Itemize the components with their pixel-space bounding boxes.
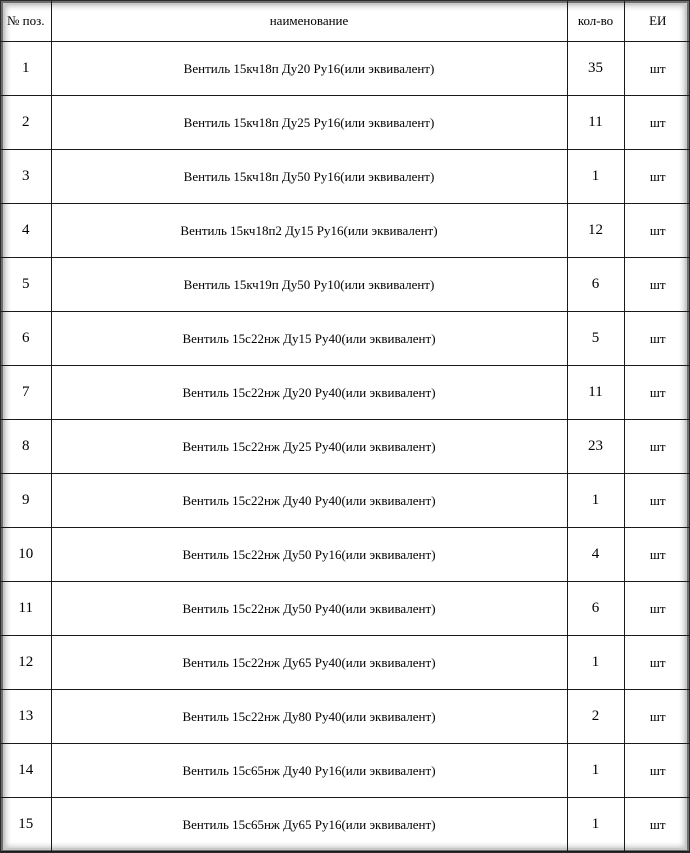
cell-position: 15 — [1, 798, 51, 852]
table-row — [1, 204, 690, 258]
cell-quantity: 6 — [567, 258, 624, 312]
cell-quantity: 1 — [567, 636, 624, 690]
cell-unit: шт — [624, 474, 690, 528]
cell-quantity: 1 — [567, 798, 624, 852]
cell-position: 9 — [1, 474, 51, 528]
cell-position: 4 — [1, 204, 51, 258]
cell-unit: шт — [624, 690, 690, 744]
cell-quantity: 1 — [567, 744, 624, 798]
table-row — [1, 150, 690, 204]
cell-position: 5 — [1, 258, 51, 312]
cell-position: 14 — [1, 744, 51, 798]
cell-unit: шт — [624, 798, 690, 852]
cell-name: Вентиль 15кч19п Ду50 Ру10(или эквивалент) — [51, 258, 567, 312]
specification-table — [1, 1, 690, 852]
cell-name: Вентиль 15с65нж Ду65 Ру16(или эквивалент) — [51, 798, 567, 852]
cell-quantity: 35 — [567, 42, 624, 96]
table-row — [1, 528, 690, 582]
cell-unit: шт — [624, 150, 690, 204]
cell-unit: шт — [624, 636, 690, 690]
cell-unit: шт — [624, 582, 690, 636]
table-row — [1, 798, 690, 852]
table-row — [1, 690, 690, 744]
table-row — [1, 366, 690, 420]
table-header-row — [1, 1, 690, 42]
table-row — [1, 474, 690, 528]
cell-position: 1 — [1, 42, 51, 96]
cell-name: Вентиль 15с22нж Ду25 Ру40(или эквивалент) — [51, 420, 567, 474]
cell-position: 11 — [1, 582, 51, 636]
cell-unit: шт — [624, 258, 690, 312]
cell-position: 13 — [1, 690, 51, 744]
header-quantity: кол-во — [567, 1, 624, 42]
cell-name: Вентиль 15с22нж Ду65 Ру40(или эквивалент) — [51, 636, 567, 690]
cell-quantity: 1 — [567, 150, 624, 204]
cell-name: Вентиль 15с22нж Ду40 Ру40(или эквивалент) — [51, 474, 567, 528]
cell-position: 10 — [1, 528, 51, 582]
cell-quantity: 5 — [567, 312, 624, 366]
cell-position: 3 — [1, 150, 51, 204]
header-unit: ЕИ — [624, 1, 690, 42]
table-row — [1, 420, 690, 474]
table-row — [1, 42, 690, 96]
header-position: № поз. — [1, 1, 51, 42]
cell-unit: шт — [624, 528, 690, 582]
cell-unit: шт — [624, 312, 690, 366]
cell-position: 7 — [1, 366, 51, 420]
cell-quantity: 12 — [567, 204, 624, 258]
cell-unit: шт — [624, 744, 690, 798]
cell-position: 12 — [1, 636, 51, 690]
cell-name: Вентиль 15кч18п Ду20 Ру16(или эквивалент) — [51, 42, 567, 96]
cell-quantity: 2 — [567, 690, 624, 744]
cell-name: Вентиль 15с22нж Ду50 Ру16(или эквивалент) — [51, 528, 567, 582]
table-row — [1, 312, 690, 366]
cell-unit: шт — [624, 96, 690, 150]
table-row — [1, 96, 690, 150]
cell-quantity: 4 — [567, 528, 624, 582]
cell-name: Вентиль 15с22нж Ду15 Ру40(или эквивалент) — [51, 312, 567, 366]
header-name: наименование — [51, 1, 567, 42]
cell-name: Вентиль 15с22нж Ду50 Ру40(или эквивалент) — [51, 582, 567, 636]
cell-position: 6 — [1, 312, 51, 366]
cell-name: Вентиль 15кч18п Ду25 Ру16(или эквивалент) — [51, 96, 567, 150]
cell-unit: шт — [624, 366, 690, 420]
cell-position: 2 — [1, 96, 51, 150]
cell-name: Вентиль 15с22нж Ду80 Ру40(или эквивалент) — [51, 690, 567, 744]
cell-name: Вентиль 15с65нж Ду40 Ру16(или эквивалент) — [51, 744, 567, 798]
cell-quantity: 11 — [567, 96, 624, 150]
cell-quantity: 11 — [567, 366, 624, 420]
cell-quantity: 23 — [567, 420, 624, 474]
table-row — [1, 636, 690, 690]
cell-name: Вентиль 15кч18п Ду50 Ру16(или эквивалент) — [51, 150, 567, 204]
table-row — [1, 582, 690, 636]
cell-unit: шт — [624, 204, 690, 258]
cell-name: Вентиль 15кч18п2 Ду15 Ру16(или эквивалент) — [51, 204, 567, 258]
cell-unit: шт — [624, 42, 690, 96]
cell-position: 8 — [1, 420, 51, 474]
cell-quantity: 1 — [567, 474, 624, 528]
table-row — [1, 258, 690, 312]
table-row — [1, 744, 690, 798]
cell-quantity: 6 — [567, 582, 624, 636]
cell-unit: шт — [624, 420, 690, 474]
cell-name: Вентиль 15с22нж Ду20 Ру40(или эквивалент) — [51, 366, 567, 420]
